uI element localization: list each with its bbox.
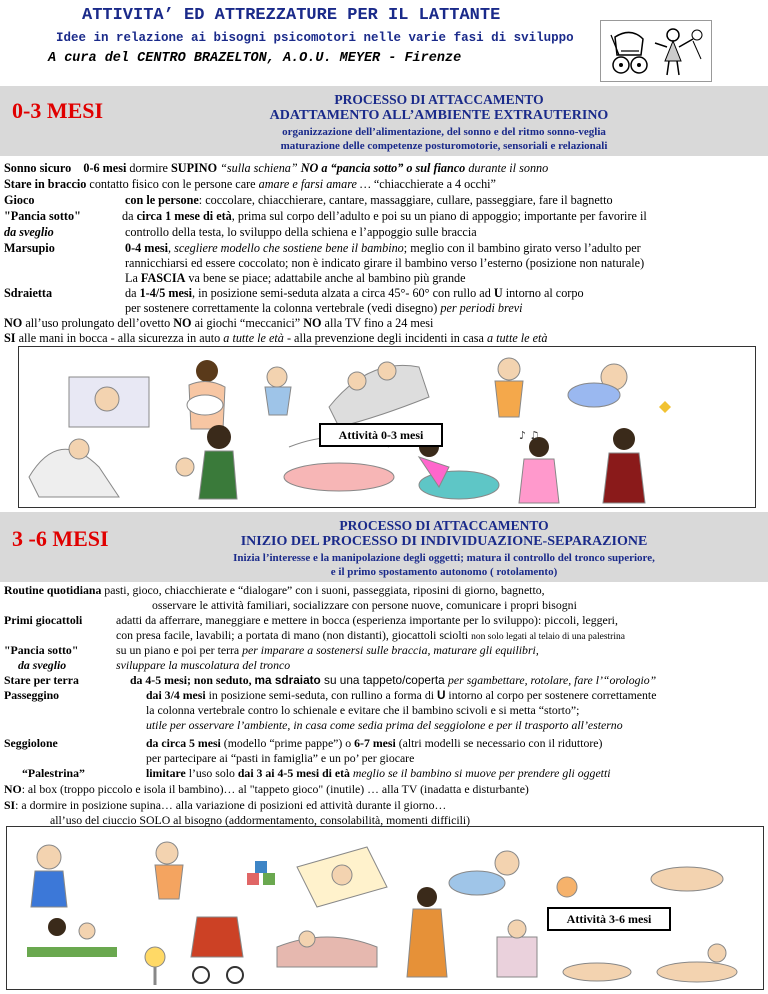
row-gioco: Gioco: [4, 193, 35, 207]
process-desc-1a: organizzazione dell’alimentazione, del sonno e del ritmo sonno-veglia: [282, 126, 606, 138]
illustration-panel-3-6: [6, 826, 764, 990]
row-marsupio-l2: rannicchiarsi ed essere coccolato; non è indicato girare il bambino verso l’esterno (posizione non naturale): [125, 256, 645, 270]
process-desc-1b: maturazione delle competenze posturomotorie, sensoriali e relazionali: [280, 140, 608, 152]
row-si-0-3: SI alle mani in bocca - alla sicurezza in auto a tutte le età - alla prevenzione degli incidenti in casa a tutte le età: [4, 331, 548, 345]
document-title: ATTIVITA’ ED ATTREZZATURE PER IL LATTANTE: [82, 6, 501, 25]
row-primi-text: adatti da afferrare, maneggiare e mettere in bocca (esperienza importante per lo sviluppo): piccoli, leggeri,: [116, 613, 618, 627]
document-credit: A cura del CENTRO BRAZELTON, A.O.U. MEYER - Firenze: [48, 51, 462, 66]
row-gioco-text: con le persone: coccolare, chiacchierare, cantare, massaggiare, cullare, passeggiare, fare il bagnetto: [125, 193, 613, 207]
age-heading-3-6: 3 -6 MESI: [12, 526, 109, 551]
row-passeggino-l3: utile per osservare l’ambiente, in casa come sedia prima del seggiolone e per il trasporto all’esterno: [146, 718, 623, 732]
process-title-2: PROCESSO DI ATTACCAMENTO: [339, 518, 549, 533]
row-routine-l2: osservare le attività familiari, socializzare con persone nuove, comunicare i propri bisogni: [152, 598, 577, 612]
row-no-3-6: NO: al box (troppo piccolo e isola il bambino)… al "tappeto gioco" (inutile) … alla TV (inadatta e disturbante): [4, 782, 529, 796]
row-marsupio: Marsupio: [4, 241, 55, 255]
row-sdraietta-text: da 1-4/5 mesi, in posizione semi-seduta alzata a circa 45°- 60° con rullo ad U intorno al corpo: [125, 286, 584, 300]
row-si-3-6-l2: all’uso del ciuccio SOLO al bisogno (addormentamento, consolabilità, momenti difficili): [50, 813, 471, 827]
row-passeggino-l2: la colonna vertebrale contro lo schienale e evitare che il bambino scivoli e si metta “storto”;: [146, 703, 580, 717]
age-heading-0-3: 0-3 MESI: [12, 98, 104, 123]
row-terra-text: da 4-5 mesi; non seduto, ma sdraiato su una tappeto/coperta per sgambettare, rotolare, fare l’“orologio”: [130, 673, 657, 687]
row-primi: Primi giocattoli: [4, 613, 83, 627]
row-seggiolone-text: da circa 5 mesi (modello “prime pappe”) o 6-7 mesi (altri modelli se necessario con il riduttore): [146, 736, 603, 750]
row-braccio: Stare in braccio contatto fisico con le persone care amare e farsi amare … “chiacchierate a 4 occhi”: [4, 177, 496, 191]
row-sveglio-text: controllo della testa, lo sviluppo della schiena e l’appoggio sulle braccia: [125, 225, 477, 239]
row-passeggino: Passeggino: [4, 688, 60, 702]
row-pancia: "Pancia sotto": [4, 209, 81, 223]
row-sdraietta: Sdraietta: [4, 286, 53, 300]
document-subtitle: Idee in relazione ai bisogni psicomotori nelle varie fasi di sviluppo: [56, 31, 574, 45]
row-passeggino-text: dai 3/4 mesi in posizione semi-seduta, con rullino a forma di U intorno al corpo per sostenere correttamente: [146, 688, 657, 702]
svg-text:♪ ♫: ♪ ♫: [519, 429, 540, 442]
row-marsupio-text: 0-4 mesi, scegliere modello che sostiene bene il bambino; meglio con il bambino girato verso l’adulto per: [125, 241, 641, 255]
row-sveglio: da sveglio: [4, 225, 54, 239]
process-desc-2a: Inizia l’interesse e la manipolazione degli oggetti; matura il controllo del tronco superiore,: [233, 552, 655, 564]
row-seggiolone: Seggiolone: [4, 736, 58, 750]
section-band-0-3: [0, 86, 768, 156]
row-routine: Routine quotidiana pasti, gioco, chiacchierate e “dialogare” con i suoni, passeggiata, riposini di giorno, bagnetto,: [4, 583, 545, 597]
row-sdraietta-l2: per sostenere correttamente la colonna vertebrale (vedi disegno) per periodi brevi: [125, 301, 523, 315]
section-band-3-6: [0, 512, 768, 582]
row-seggiolone-l2: per partecipare ai “pasti in famiglia” e un po’ per giocare: [146, 751, 415, 765]
row-sonno: Sonno sicuro 0-6 mesi dormire SUPINO “sulla schiena” NO a “pancia sotto” o sul fianco durante il sonno: [4, 161, 549, 175]
row-pancia-text: da circa 1 mese di età, prima sul corpo dell’adulto e poi su un piano di appoggio; importante per favorire il: [122, 209, 647, 223]
document-header: [42, 2, 574, 72]
row-pancia-2-text: su un piano e poi per terra per imparare a sostenersi sulle braccia, maturare gli equilibri,: [116, 643, 539, 657]
process-subtitle-2: INIZIO DEL PROCESSO DI INDIVIDUAZIONE-SEPARAZIONE: [240, 534, 648, 549]
row-palestrina-text: limitare l’uso solo dai 3 ai 4-5 mesi di età meglio se il bambino si muove per prendere gli oggetti: [146, 766, 611, 780]
illustration-panel-0-3: [18, 346, 756, 508]
row-marsupio-l3: La FASCIA va bene se piace; adattabile anche al bambino più grande: [125, 271, 466, 285]
row-palestrina: “Palestrina”: [22, 766, 85, 780]
row-sveglio-2: da sveglio: [18, 658, 67, 672]
process-title-1: PROCESSO DI ATTACCAMENTO: [334, 92, 544, 107]
row-sveglio-2-text: sviluppare la muscolatura del tronco: [116, 658, 291, 672]
caption-activity-0-3: Attività 0-3 mesi: [319, 423, 443, 447]
row-si-3-6: SI: a dormire in posizione supina… alla variazione di posizioni ed attività durante il giorno…: [4, 798, 447, 812]
process-subtitle-1: ADATTAMENTO ALL’AMBIENTE EXTRAUTERINO: [269, 108, 609, 123]
row-primi-l2: con presa facile, lavabili; a portata di mano (non distanti), giocattoli sciolti non solo legati al telaio di una palestrina: [116, 628, 625, 642]
process-desc-2b: e il primo spostamento autonomo ( rotolamento): [330, 566, 558, 578]
brazelton-logo-illustration: [600, 20, 712, 82]
row-pancia-2: "Pancia sotto": [4, 643, 79, 657]
row-terra: Stare per terra: [4, 673, 79, 687]
row-no-0-3: NO all’uso prolungato dell’ovetto NO ai giochi “meccanici” NO alla TV fino a 24 mesi: [4, 316, 434, 330]
caption-activity-3-6: Attività 3-6 mesi: [547, 907, 671, 931]
